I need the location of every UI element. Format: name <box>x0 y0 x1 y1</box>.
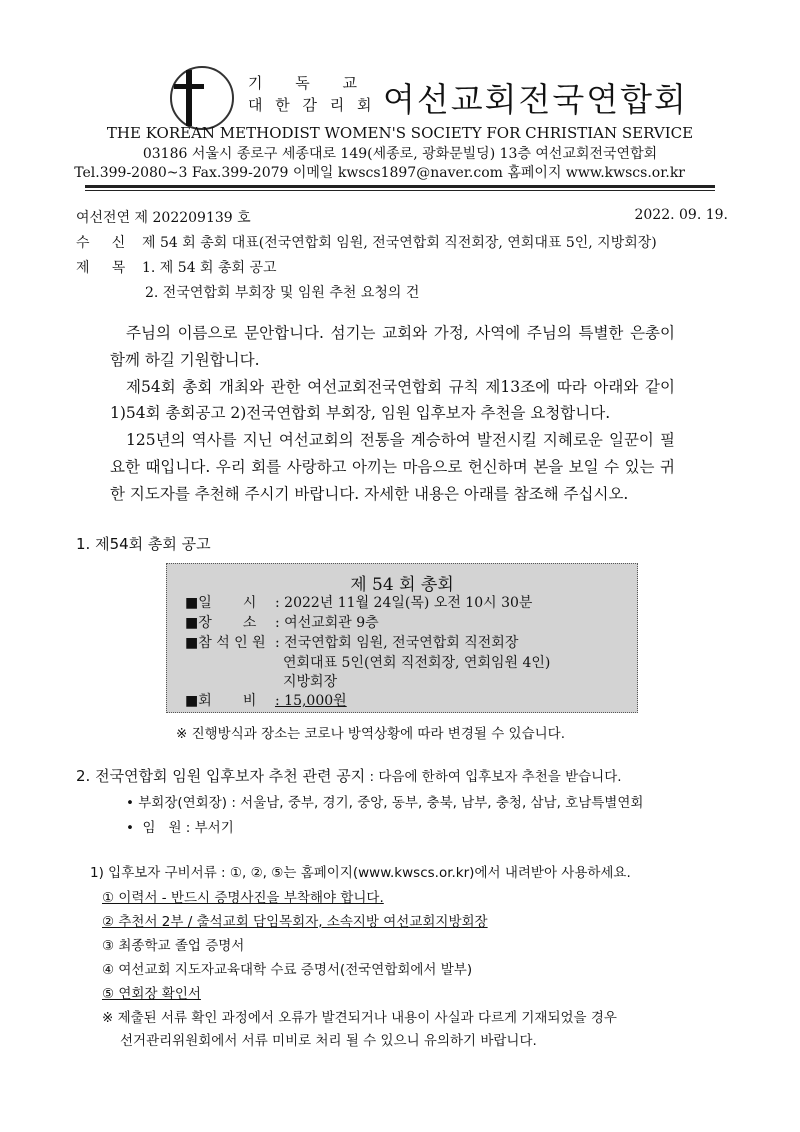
english-name: THE KOREAN METHODIST WOMEN'S SOCIETY FOR CHRISTIAN SERVICE <box>106 124 694 142</box>
contact-info: Tel.399-2080~3 Fax.399-2079 이메일 kwscs1897@naver.com 홈페이지 www.kwscs.or.kr <box>74 165 685 181</box>
cross-bar <box>174 84 204 89</box>
organization-logo <box>170 66 234 130</box>
doc-item-certificate: ④ 여선교회 지도자교육대학 수료 증명서(전국연합회에서 발부) <box>102 962 473 978</box>
bullet-officer: • 임 원 : 부서기 <box>126 820 234 836</box>
section2-heading: 2. 전국연합회 임원 입후보자 추천 관련 공지 : 다음에 한하여 입후보자 추천을 받습니다. <box>76 767 622 785</box>
recipient-label: 수 신 <box>76 235 126 251</box>
doc-item-confirmation: ⑤ 연회장 확인서 <box>102 986 201 1002</box>
header-divider <box>85 185 715 188</box>
info-row-place: ■장 소 : 여선교회관 9층 <box>185 615 379 631</box>
paragraph-purpose: 제54회 총회 개최와 관한 여선교회전국연합회 규칙 제13조에 따라 아래와 같이 1)54회 총회공고 2)전국연합회 부회장, 임원 입후보자 추천을 요청합니다. <box>110 377 675 423</box>
info-row-attendees: ■참 석 인 원 : 전국연합회 임원, 전국연합회 직전회장 <box>185 635 519 651</box>
subject-2: 2. 전국연합회 부회장 및 임원 추천 요청의 건 <box>145 285 420 301</box>
section1-heading: 1. 제54회 총회 공고 <box>76 535 211 553</box>
warning-line-2: 선거관리위원회에서 서류 미비로 처리 될 수 있으니 유의하기 바랍니다. <box>120 1033 537 1049</box>
header-divider-thin <box>85 190 715 191</box>
org-small-line1: 기 독 교 <box>248 74 372 92</box>
required-docs-heading: 1) 입후보자 구비서류 : ①, ②, ⑤는 홈페이지(www.kwscs.or.kr)에서 내려받아 사용하세요. <box>90 865 631 881</box>
org-small-line2: 대 한 감 리 회 <box>248 96 376 114</box>
paragraph-greeting: 주님의 이름으로 문안합니다. 섬기는 교회와 가정, 사역에 주님의 특별한 은총이 함께 하길 기원합니다. <box>110 324 675 369</box>
schedule-change-note: ※ 진행방식과 장소는 코로나 방역상황에 따라 변경될 수 있습니다. <box>176 726 565 742</box>
info-row-date: ■일 시 : 2022년 11월 24일(목) 오전 10시 30분 <box>185 595 533 611</box>
doc-item-diploma: ③ 최종학교 졸업 증명서 <box>102 938 245 954</box>
org-title: 여선교회전국연합회 <box>383 80 688 119</box>
box-title: 제 54 회 총회 <box>350 575 454 595</box>
cross-icon <box>186 70 192 126</box>
subject-1: 1. 제 54 회 총회 공고 <box>142 260 277 276</box>
bullet-vice-president: • 부회장(연회장) : 서울남, 중부, 경기, 중앙, 동부, 충북, 남부, 충청, 삼남, 호남특별연회 <box>126 795 644 811</box>
doc-number: 여선전연 제 202209139 호 <box>76 210 251 226</box>
body-text <box>110 320 675 508</box>
assembly-info-box <box>166 563 638 713</box>
recipient: 제 54 회 총회 대표(전국연합회 임원, 전국연합회 직전회장, 연회대표 5인, 지방회장) <box>142 235 657 251</box>
subject-label: 제 목 <box>76 260 126 276</box>
doc-item-recommendation: ② 추천서 2부 / 출석교회 담임목회자, 소속지방 여선교회지방회장 <box>102 914 488 930</box>
info-row-attendees-2: 연회대표 5인(연회 직전회장, 연회임원 4인) <box>283 655 551 671</box>
info-row-fee: ■회 비 : 15,000원 <box>185 693 347 709</box>
doc-item-resume: ① 이력서 - 반드시 증명사진을 부착해야 합니다. <box>102 890 384 906</box>
paragraph-request: 125년의 역사를 지닌 여선교회의 전통을 계승하여 발전시킬 지혜로운 일꾼이 필요한 때입니다. 우리 회를 사랑하고 아끼는 마음으로 헌신하며 본을 보일 수 있는 귀한 지도자를 추천해 주시기 바랍니다. 자세한 내용은 아래를 참조해 주십시오. <box>110 431 675 503</box>
warning-line-1: ※ 제출된 서류 확인 과정에서 오류가 발견되거나 내용이 사실과 다르게 기재되었을 경우 <box>102 1010 617 1026</box>
info-row-attendees-3: 지방회장 <box>283 674 338 690</box>
address: 03186 서울시 종로구 세종대로 149(세종로, 광화문빌딩) 13층 여선교회전국연합회 <box>142 146 658 162</box>
doc-date: 2022. 09. 19. <box>634 207 728 223</box>
